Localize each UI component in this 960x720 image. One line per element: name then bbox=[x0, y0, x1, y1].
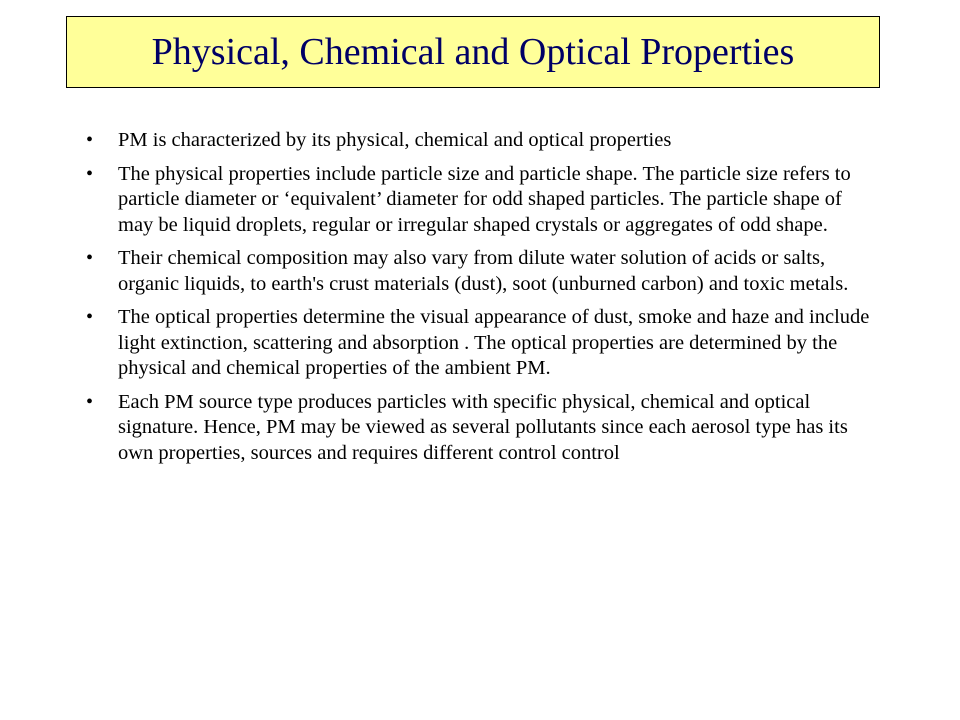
bullet-text: PM is characterized by its physical, chemical and optical properties bbox=[118, 129, 672, 151]
bullet-item-3 bbox=[86, 246, 876, 297]
bullet-icon: • bbox=[86, 306, 94, 328]
bullet-item-1 bbox=[86, 128, 876, 154]
bullet-item-4 bbox=[86, 305, 876, 382]
bullet-icon: • bbox=[86, 129, 94, 151]
bullet-item-5 bbox=[86, 390, 876, 467]
bullet-icon: • bbox=[86, 162, 94, 185]
bullet-text: The optical properties determine the visual appearance of dust, smoke and haze and include light extinction, scattering and absorption . The optical properties are determined by the physical and chemical properties of the ambient PM. bbox=[118, 306, 870, 379]
bullet-text: The physical properties include particle size and particle shape. The particle size refers to particle diameter or ‘equivalent’ diameter for odd shaped particles. The particle shape of may be liquid droplets, regular or irregular shaped crystals or aggregates of odd shape. bbox=[118, 162, 851, 236]
bullet-item-2 bbox=[86, 162, 876, 239]
slide-title: Physical, Chemical and Optical Properties bbox=[151, 31, 795, 73]
title-box bbox=[66, 16, 880, 88]
bullet-text: Their chemical composition may also vary from dilute water solution of acids or salts, organic liquids, to earth's crust materials (dust), soot (unburned carbon) and toxic metals. bbox=[118, 247, 849, 295]
bullet-icon: • bbox=[86, 247, 94, 269]
bullet-list bbox=[86, 128, 876, 474]
bullet-text: Each PM source type produces particles with specific physical, chemical and optical signature. Hence, PM may be viewed as several pollutants since each aerosol type has its own properties, sources and requires different control control bbox=[118, 390, 848, 464]
bullet-icon: • bbox=[86, 390, 94, 413]
